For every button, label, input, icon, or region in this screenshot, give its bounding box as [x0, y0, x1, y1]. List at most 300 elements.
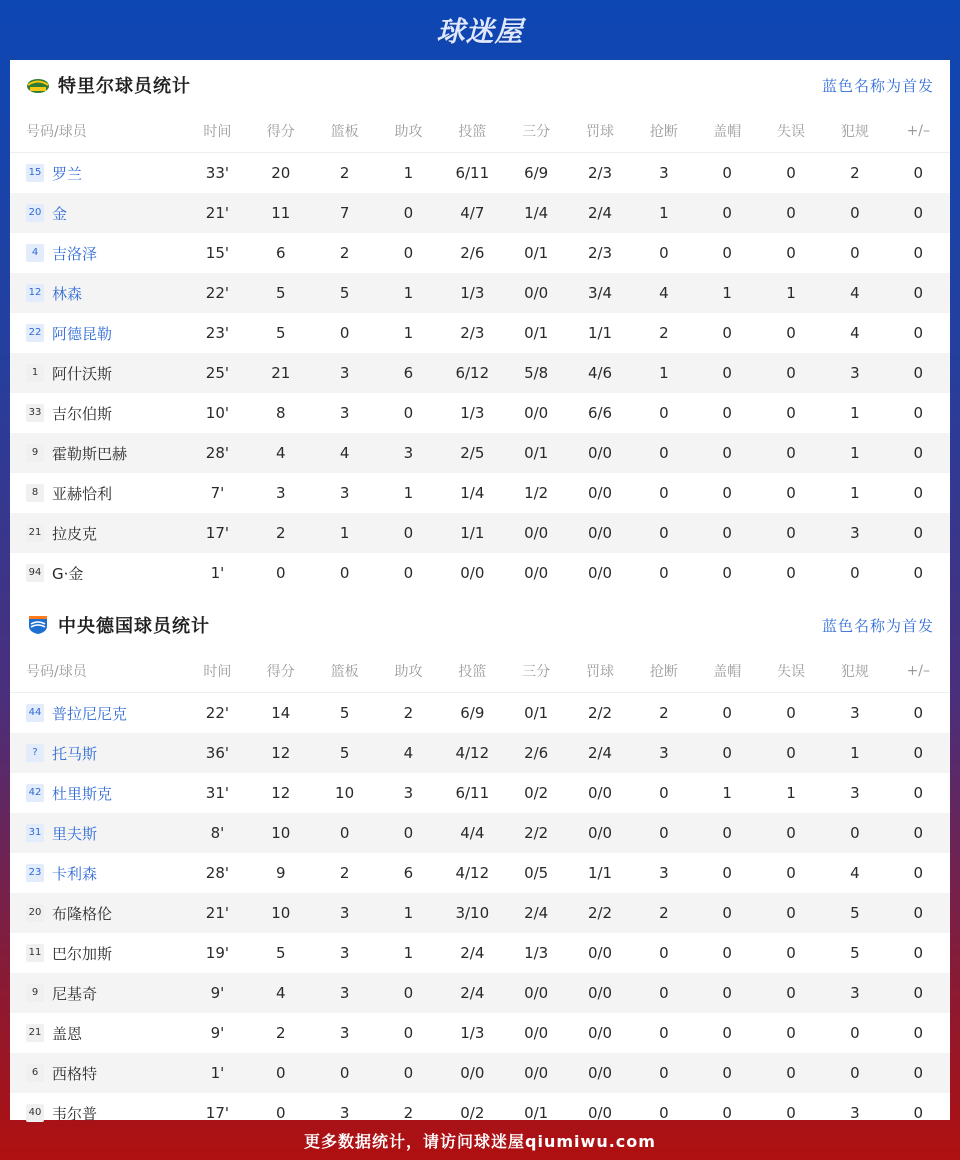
player-row[interactable] — [10, 933, 950, 973]
stat-cell: 23' — [205, 324, 230, 342]
stat-cell: 0 — [759, 1053, 823, 1093]
column-header: 抢断 — [632, 110, 695, 153]
player-row[interactable] — [10, 1053, 950, 1093]
jersey-number-badge: 4 — [26, 244, 44, 262]
stat-cell: 3 — [339, 1104, 350, 1122]
stat-cell: 10' — [205, 404, 230, 422]
stat-cell: 0 — [823, 1053, 886, 1093]
player-name-link[interactable]: 卡利森 — [52, 864, 98, 883]
player-name-link[interactable]: 霍勒斯巴赫 — [52, 444, 128, 463]
stat-cell: 0 — [913, 704, 924, 722]
player-cell — [10, 233, 186, 273]
player-cell — [10, 1053, 186, 1093]
player-cell — [10, 313, 186, 353]
player-row[interactable] — [10, 853, 950, 893]
stat-cell: 4/7 — [440, 193, 504, 233]
player-cell — [10, 813, 186, 853]
stat-cell: 2/2 — [587, 704, 613, 722]
stat-cell: 0 — [887, 813, 950, 853]
stat-cell: 1' — [186, 1053, 249, 1093]
stat-cell: 0/5 — [524, 864, 549, 882]
stat-cell: 0 — [722, 404, 732, 422]
stat-cell: 0 — [887, 1053, 950, 1093]
player-name-link[interactable]: 杜里斯克 — [52, 784, 113, 803]
jersey-number-badge: 6 — [26, 1064, 44, 1082]
stat-cell: 4/4 — [440, 813, 504, 853]
stat-cell: 1 — [403, 944, 414, 962]
player-row[interactable] — [10, 1013, 950, 1053]
table-header-row — [10, 110, 950, 153]
stat-cell: 0 — [249, 1053, 312, 1093]
stat-cell: 19' — [205, 944, 230, 962]
section-title: 特里尔球员统计 — [58, 76, 191, 97]
jersey-number-badge: 94 — [26, 564, 44, 582]
stat-cell: 3 — [339, 1024, 350, 1042]
stat-cell: 0 — [759, 433, 823, 473]
stat-cell: 2 — [339, 244, 350, 262]
team-section-2 — [10, 600, 950, 1133]
stat-cell: 0/1 — [524, 704, 549, 722]
player-name-link[interactable]: 吉洛泽 — [52, 244, 98, 263]
stat-cell: 0 — [786, 1104, 796, 1122]
stat-cell: 3 — [377, 433, 440, 473]
stat-cell: 17' — [205, 1104, 230, 1122]
stat-cell: 0/0 — [587, 1024, 613, 1042]
stat-cell: 3 — [312, 893, 376, 933]
stat-cell: 0/1 — [504, 433, 567, 473]
stat-cell: 3/10 — [440, 893, 504, 933]
stat-cell: 2/2 — [504, 813, 567, 853]
stat-cell: 0 — [339, 324, 350, 342]
stat-cell: 5 — [249, 273, 312, 313]
player-cell — [10, 353, 186, 393]
player-name-link[interactable]: 罗兰 — [52, 164, 83, 183]
stat-cell: 0 — [913, 324, 924, 342]
stat-cell: 0 — [759, 353, 823, 393]
stat-cell: 0 — [887, 353, 950, 393]
stat-cell: 21' — [186, 193, 249, 233]
stat-cell: 0 — [696, 1053, 759, 1093]
section-header — [10, 600, 950, 650]
jersey-number-badge: 20 — [26, 204, 44, 222]
stat-cell: 5 — [823, 893, 886, 933]
player-name-link[interactable]: 阿什沃斯 — [52, 364, 113, 383]
stat-cell: 1/1 — [440, 513, 504, 553]
stat-cell: 0 — [913, 484, 924, 502]
site-logo[interactable]: 球迷屋 — [436, 15, 524, 48]
stat-cell: 1 — [403, 164, 414, 182]
stat-cell: 0 — [913, 404, 924, 422]
player-row[interactable] — [10, 153, 950, 194]
stat-cell: 0 — [887, 893, 950, 933]
column-header: 罚球 — [568, 650, 632, 693]
stat-cell: 6 — [275, 244, 286, 262]
stat-cell: 3 — [659, 864, 669, 882]
stat-cell: 6/6 — [587, 404, 613, 422]
stat-cell: 0 — [786, 564, 796, 582]
stat-cell: 0 — [377, 973, 440, 1013]
stat-cell: 0/0 — [568, 433, 632, 473]
stat-cell: 0 — [696, 433, 759, 473]
stat-cell: 0 — [339, 564, 350, 582]
jersey-number-badge: 21 — [26, 524, 44, 542]
jersey-number-badge: 8 — [26, 484, 44, 502]
stat-cell: 1 — [722, 784, 732, 802]
column-header: 号码/球员 — [10, 650, 186, 693]
stat-cell: 0/0 — [440, 1053, 504, 1093]
stat-cell: 0 — [659, 784, 669, 802]
player-cell — [10, 853, 186, 893]
stat-cell: 4 — [249, 973, 312, 1013]
stat-cell: 0 — [913, 864, 924, 882]
stat-cell: 0/0 — [524, 404, 549, 422]
player-cell — [10, 433, 186, 473]
column-header: 三分 — [504, 110, 567, 153]
stat-cell: 0 — [887, 273, 950, 313]
stat-cell: 0/0 — [568, 973, 632, 1013]
stat-cell: 0 — [786, 1024, 796, 1042]
player-row[interactable] — [10, 813, 950, 853]
stat-cell: 0 — [722, 244, 732, 262]
stat-cell: 3 — [823, 513, 886, 553]
column-header: 罚球 — [568, 110, 632, 153]
column-header: 投篮 — [440, 110, 504, 153]
stat-cell: 0 — [722, 944, 732, 962]
player-row[interactable] — [10, 193, 950, 233]
column-header: 失误 — [759, 650, 823, 693]
player-name-link[interactable]: 金 — [52, 204, 68, 223]
jersey-number-badge: 44 — [26, 704, 44, 722]
stat-cell: 0 — [759, 813, 823, 853]
stat-cell: 36' — [186, 733, 249, 773]
player-row[interactable] — [10, 433, 950, 473]
stat-cell: 0 — [913, 944, 924, 962]
player-cell — [10, 733, 186, 773]
stat-cell: 9' — [186, 973, 249, 1013]
stat-cell: 3 — [339, 404, 350, 422]
stat-cell: 0 — [823, 193, 886, 233]
player-name-link[interactable]: 普拉尼尼克 — [52, 704, 128, 723]
player-row[interactable] — [10, 553, 950, 593]
column-header: 篮板 — [312, 650, 376, 693]
stat-cell: 0 — [659, 404, 669, 422]
stat-cell: 5 — [275, 944, 286, 962]
stat-cell: 0 — [403, 244, 414, 262]
stat-cell: 1 — [377, 273, 440, 313]
stat-cell: 1/3 — [460, 404, 485, 422]
stat-cell: 0 — [312, 813, 376, 853]
stat-cell: 0/0 — [568, 1053, 632, 1093]
stat-cell: 1 — [823, 733, 886, 773]
player-name-link[interactable]: 尼基奇 — [52, 984, 98, 1003]
footer-banner — [0, 1120, 960, 1160]
column-header: 得分 — [249, 110, 312, 153]
stat-cell: 1 — [696, 273, 759, 313]
jersey-number-badge: 22 — [26, 324, 44, 342]
player-name-link[interactable]: 巴尔加斯 — [52, 944, 113, 963]
stat-cell: 2 — [403, 704, 414, 722]
stat-cell: 0 — [275, 1104, 286, 1122]
stat-cell: 0 — [759, 733, 823, 773]
player-name-link[interactable]: 里夫斯 — [52, 824, 98, 843]
stat-cell: 0/0 — [568, 813, 632, 853]
player-cell — [10, 273, 186, 313]
stat-cell: 0/0 — [524, 564, 549, 582]
stat-cell: 0 — [786, 244, 796, 262]
stat-cell: 1/3 — [460, 1024, 485, 1042]
stat-cell: 2/6 — [460, 244, 485, 262]
stat-cell: 4 — [249, 433, 312, 473]
stat-cell: 0 — [759, 193, 823, 233]
stat-cell: 3 — [403, 784, 414, 802]
stat-cell: 0/0 — [524, 1024, 549, 1042]
stat-cell: 3 — [823, 973, 886, 1013]
stat-cell: 2/6 — [504, 733, 567, 773]
stat-cell: 6/9 — [524, 164, 549, 182]
column-header: +/– — [887, 650, 950, 693]
stat-cell: 0 — [913, 1104, 924, 1122]
stat-cell: 0/0 — [587, 1104, 613, 1122]
stat-cell: 0 — [913, 564, 924, 582]
stat-cell: 2/4 — [440, 973, 504, 1013]
stat-cell: 12 — [271, 784, 291, 802]
stat-cell: 1/3 — [440, 273, 504, 313]
stat-cell: 0 — [850, 564, 860, 582]
player-cell — [10, 553, 186, 593]
stat-cell: 0 — [887, 733, 950, 773]
jersey-number-badge: 11 — [26, 944, 44, 962]
stat-cell: 1' — [210, 564, 225, 582]
player-row[interactable] — [10, 233, 950, 273]
stat-cell: 2/4 — [504, 893, 567, 933]
stat-cell: 5 — [275, 324, 286, 342]
stat-cell: 2/4 — [568, 193, 632, 233]
player-row[interactable] — [10, 973, 950, 1013]
stat-cell: 0 — [696, 813, 759, 853]
stat-cell: 11 — [249, 193, 312, 233]
stat-cell: 0 — [887, 513, 950, 553]
stat-cell: 7 — [312, 193, 376, 233]
column-header: 助攻 — [377, 110, 440, 153]
stat-cell: 5 — [850, 944, 860, 962]
stat-cell: 0 — [659, 1104, 669, 1122]
stat-cell: 0 — [632, 973, 695, 1013]
stat-cell: 0/0 — [587, 484, 613, 502]
section-header — [10, 60, 950, 110]
player-row[interactable] — [10, 473, 950, 513]
stat-cell: 28' — [205, 864, 230, 882]
stat-cell: 0 — [659, 484, 669, 502]
stat-cell: 0/2 — [524, 784, 549, 802]
stat-cell: 5 — [312, 273, 376, 313]
jersey-number-badge: 20 — [26, 904, 44, 922]
player-name-link[interactable]: 盖恩 — [52, 1024, 83, 1043]
stat-cell: 4 — [850, 864, 860, 882]
stat-cell: 4 — [823, 273, 886, 313]
player-name-link[interactable]: G·金 — [52, 564, 84, 583]
jersey-number-badge: 1 — [26, 364, 44, 382]
stat-cell: 3 — [659, 164, 669, 182]
stat-cell: 10 — [249, 813, 312, 853]
stat-cell: 0 — [759, 513, 823, 553]
stat-cell: 1/4 — [460, 484, 485, 502]
stat-cell: 0 — [659, 944, 669, 962]
stat-cell: 21 — [249, 353, 312, 393]
stat-cell: 0 — [403, 1024, 414, 1042]
player-name-link[interactable]: 林森 — [52, 284, 83, 303]
stat-cell: 0 — [696, 893, 759, 933]
stat-cell: 15' — [205, 244, 230, 262]
stat-cell: 5 — [312, 733, 376, 773]
stat-cell: 0 — [659, 564, 669, 582]
player-name-link[interactable]: 布隆格伦 — [52, 904, 113, 923]
player-name-link[interactable]: 亚赫恰利 — [52, 484, 113, 503]
player-name-link[interactable]: 拉皮克 — [52, 524, 98, 543]
stat-cell: 0/0 — [568, 513, 632, 553]
player-row[interactable] — [10, 893, 950, 933]
stat-cell: 2 — [659, 704, 669, 722]
stat-cell: 0 — [696, 973, 759, 1013]
player-row[interactable] — [10, 513, 950, 553]
stat-cell: 0 — [887, 193, 950, 233]
stat-cell: 0 — [887, 973, 950, 1013]
stat-cell: 10 — [249, 893, 312, 933]
player-name-link[interactable]: 韦尔普 — [52, 1104, 98, 1123]
stat-cell: 0/1 — [524, 324, 549, 342]
column-header: 助攻 — [377, 650, 440, 693]
column-header: 犯规 — [823, 110, 886, 153]
stat-cell: 0 — [722, 704, 732, 722]
stat-cell: 3 — [823, 353, 886, 393]
stat-cell: 8' — [186, 813, 249, 853]
stat-cell: 2/3 — [460, 324, 485, 342]
jersey-number-badge: 31 — [26, 824, 44, 842]
stat-cell: 0 — [696, 733, 759, 773]
stat-cell: 4 — [850, 324, 860, 342]
player-cell — [10, 773, 186, 813]
stat-cell: 0 — [275, 564, 286, 582]
player-row[interactable] — [10, 773, 950, 813]
stat-cell: 2/3 — [587, 244, 613, 262]
stat-cell: 4/6 — [568, 353, 632, 393]
stat-cell: 0 — [312, 1053, 376, 1093]
player-row[interactable] — [10, 693, 950, 734]
stat-cell: 0/0 — [587, 784, 613, 802]
stat-cell: 0/2 — [460, 1104, 485, 1122]
stat-cell: 1 — [632, 193, 695, 233]
jersey-number-badge: 40 — [26, 1104, 44, 1122]
stat-cell: 0 — [786, 944, 796, 962]
column-header: 盖帽 — [696, 110, 759, 153]
team-section-1 — [10, 60, 950, 593]
stat-cell: 5 — [339, 704, 350, 722]
stat-cell: 1 — [312, 513, 376, 553]
column-header: 时间 — [186, 110, 249, 153]
player-row[interactable] — [10, 353, 950, 393]
stat-cell: 2/5 — [440, 433, 504, 473]
jersey-number-badge: 33 — [26, 404, 44, 422]
stat-cell: 0/0 — [504, 513, 567, 553]
stat-cell: 0 — [722, 1104, 732, 1122]
stat-cell: 28' — [186, 433, 249, 473]
stat-cell: 2 — [632, 893, 695, 933]
stat-cell: 2/3 — [587, 164, 613, 182]
player-row[interactable] — [10, 273, 950, 313]
stat-cell: 2 — [249, 513, 312, 553]
stat-cell: 1/2 — [524, 484, 549, 502]
player-name-link[interactable]: 阿德昆勒 — [52, 324, 113, 343]
jersey-number-badge: 21 — [26, 1024, 44, 1042]
stat-cell: 21' — [186, 893, 249, 933]
top-bar — [0, 0, 960, 60]
jersey-number-badge: 42 — [26, 784, 44, 802]
stat-cell: 0 — [696, 193, 759, 233]
stat-cell: 4/12 — [440, 733, 504, 773]
stat-cell: 1/4 — [504, 193, 567, 233]
stat-cell: 3 — [312, 973, 376, 1013]
stat-cell: 1 — [850, 484, 860, 502]
stat-cell: 4 — [377, 733, 440, 773]
stat-cell: 2 — [403, 1104, 414, 1122]
player-row[interactable] — [10, 313, 950, 353]
stat-cell: 1 — [786, 784, 796, 802]
stat-cell: 0 — [759, 973, 823, 1013]
starter-legend-note: 蓝色名称为首发 — [821, 76, 934, 95]
stat-cell: 6 — [403, 864, 414, 882]
stat-cell: 31' — [205, 784, 230, 802]
stat-cell: 0/0 — [587, 944, 613, 962]
player-name-link[interactable]: 托马斯 — [52, 744, 98, 763]
stat-cell: 3 — [339, 944, 350, 962]
stat-cell: 3 — [632, 733, 695, 773]
stat-cell: 14 — [271, 704, 291, 722]
starter-legend-note: 蓝色名称为首发 — [821, 616, 934, 635]
stat-cell: 1 — [403, 324, 414, 342]
stat-cell: 0 — [632, 1053, 695, 1093]
stat-cell: 1 — [403, 484, 414, 502]
stat-cell: 0 — [913, 784, 924, 802]
stat-cell: 12 — [249, 733, 312, 773]
stat-cell: 0 — [403, 404, 414, 422]
jersey-number-badge: 9 — [26, 984, 44, 1002]
stat-cell: 0 — [786, 484, 796, 502]
stat-cell: 6/11 — [455, 784, 490, 802]
stat-cell: 0 — [377, 813, 440, 853]
player-name-link[interactable]: 吉尔伯斯 — [52, 404, 113, 423]
stat-cell: 9 — [275, 864, 286, 882]
stat-cell: 0 — [377, 1053, 440, 1093]
player-name-link[interactable]: 西格特 — [52, 1064, 98, 1083]
stat-cell: 33' — [205, 164, 230, 182]
footer-link[interactable]: 更多数据统计，请访问球迷屋qiumiwu.com — [304, 1131, 656, 1151]
stat-cell: 3/4 — [568, 273, 632, 313]
jersey-number-badge: ? — [26, 744, 44, 762]
player-cell — [10, 893, 186, 933]
player-stats-table — [10, 650, 950, 1133]
stat-cell: 0 — [887, 433, 950, 473]
stat-cell: 2 — [659, 324, 669, 342]
player-row[interactable] — [10, 733, 950, 773]
jersey-number-badge: 9 — [26, 444, 44, 462]
stat-cell: 6/12 — [440, 353, 504, 393]
stat-cell: 0/1 — [524, 1104, 549, 1122]
stat-cell: 2 — [850, 164, 860, 182]
stat-cell: 6 — [377, 353, 440, 393]
team-logo-icon — [26, 615, 50, 635]
player-row[interactable] — [10, 393, 950, 433]
stat-cell: 3 — [850, 1104, 860, 1122]
stat-cell: 0 — [786, 164, 796, 182]
